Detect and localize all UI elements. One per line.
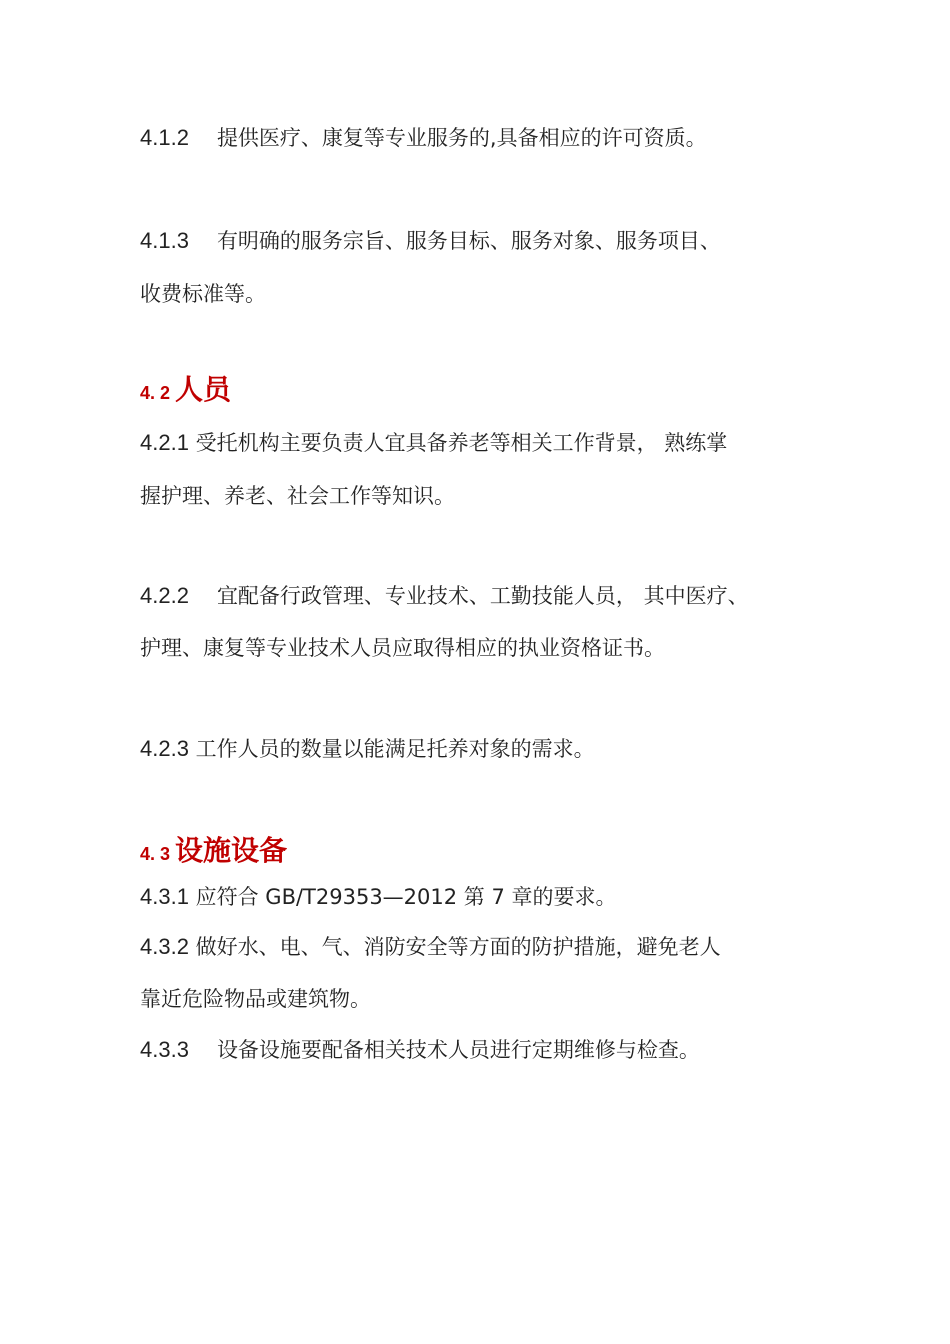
clause-4-3-2 <box>140 932 721 962</box>
clause-text: 握护理、养老、社会工作等知识。 <box>140 484 455 508</box>
clause-text: 设备设施要配备相关技术人员进行定期维修与检查。 <box>216 1038 700 1062</box>
clause-text: 宜配备行政管理、专业技术、工勤技能人员， 其中医疗、 <box>216 584 749 608</box>
clause-4-1-3-cont <box>140 279 266 309</box>
clause-4-3-2-cont <box>140 984 371 1014</box>
clause-number: 4.1.2 <box>140 125 189 150</box>
heading-title: 设施设备 <box>175 834 288 867</box>
clause-number: 4.3.3 <box>140 1037 189 1062</box>
clause-4-2-3 <box>140 734 595 764</box>
section-heading-4-2 <box>140 368 231 408</box>
clause-number: 4.3.1 <box>140 884 189 909</box>
heading-title: 人员 <box>175 373 232 406</box>
clause-text: 应符合 GB/T29353—2012 第 7 章的要求。 <box>195 885 617 909</box>
clause-4-1-3 <box>140 226 721 256</box>
clause-4-1-2 <box>140 123 707 153</box>
clause-number: 4.1.3 <box>140 228 189 253</box>
section-heading-4-3 <box>140 829 287 869</box>
heading-number: 4. 2 <box>140 383 176 403</box>
clause-text: 护理、康复等专业技术人员应取得相应的执业资格证书。 <box>140 636 665 660</box>
heading-number: 4. 3 <box>140 844 176 864</box>
clause-text: 提供医疗、康复等专业服务的,具备相应的许可资质。 <box>216 126 707 150</box>
clause-text: 做好水、电、气、消防安全等方面的防护措施，避免老人 <box>195 935 721 959</box>
clause-4-2-2-cont <box>140 633 665 663</box>
clause-number: 4.3.2 <box>140 934 189 959</box>
clause-number: 4.2.3 <box>140 736 189 761</box>
clause-text: 收费标准等。 <box>140 282 266 306</box>
clause-text: 有明确的服务宗旨、服务目标、服务对象、服务项目、 <box>216 229 721 253</box>
clause-number: 4.2.1 <box>140 430 189 455</box>
clause-4-3-3 <box>140 1035 700 1065</box>
clause-text: 受托机构主要负责人宜具备养老等相关工作背景， 熟练掌 <box>195 431 728 455</box>
clause-4-2-2 <box>140 581 749 611</box>
clause-4-2-1 <box>140 428 727 458</box>
clause-number: 4.2.2 <box>140 583 189 608</box>
clause-text: 靠近危险物品或建筑物。 <box>140 987 371 1011</box>
clause-text: 工作人员的数量以能满足托养对象的需求。 <box>195 737 595 761</box>
clause-4-3-1 <box>140 882 617 912</box>
clause-4-2-1-cont <box>140 481 455 511</box>
